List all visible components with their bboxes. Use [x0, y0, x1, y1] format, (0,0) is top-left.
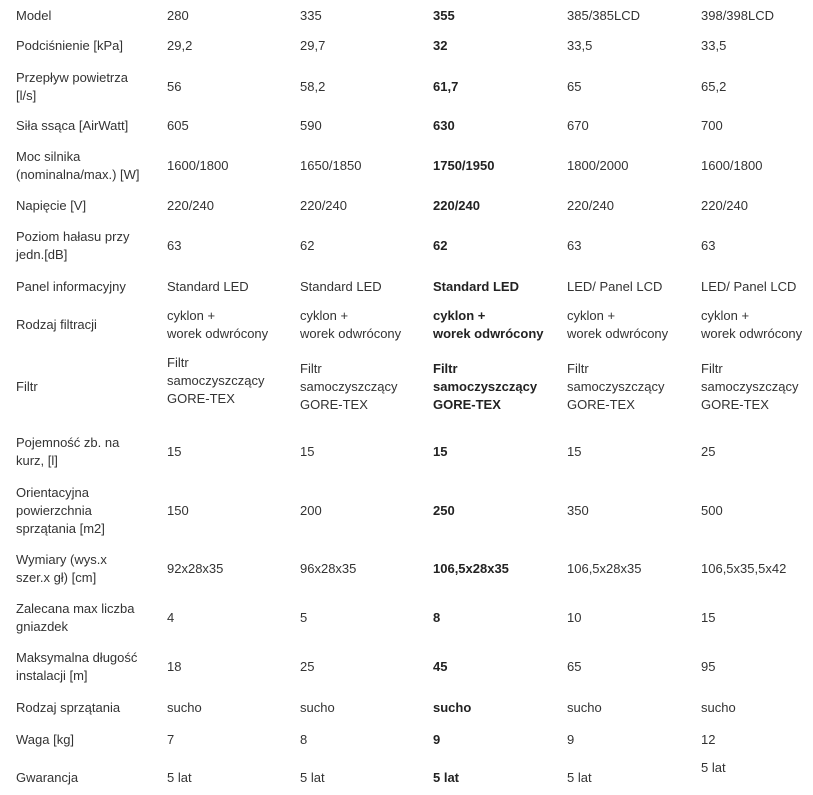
row-label: Filtr — [16, 379, 38, 394]
value-335: Standard LED — [300, 279, 382, 294]
value-335: 335 — [300, 8, 322, 23]
value-280: 150 — [167, 503, 189, 518]
value-385: LED/ Panel LCD — [567, 279, 663, 294]
value-385: Filtr samoczyszczący GORE-TEX — [567, 361, 665, 412]
value-335: 62 — [300, 238, 315, 253]
row-sockets — [0, 598, 813, 638]
value-398: 12 — [701, 732, 716, 747]
value-398: sucho — [701, 700, 736, 715]
value-335: 8 — [300, 732, 308, 747]
value-398: 15 — [701, 610, 716, 625]
row-airflow — [0, 67, 813, 107]
value-398: 63 — [701, 238, 716, 253]
row-airwatt — [0, 114, 813, 138]
value-398: 500 — [701, 503, 723, 518]
value-355: 15 — [433, 444, 448, 459]
value-385: 65 — [567, 659, 582, 674]
row-vacuum — [0, 34, 813, 58]
value-335: 25 — [300, 659, 315, 674]
row-label: Pojemność zb. na kurz, [l] — [16, 435, 120, 468]
value-385: sucho — [567, 700, 602, 715]
row-label: Gwarancja — [16, 770, 79, 785]
value-385: 65 — [567, 79, 582, 94]
value-398: 25 — [701, 444, 716, 459]
value-335: 96x28x35 — [300, 561, 357, 576]
row-noise — [0, 226, 813, 266]
row-label: Waga [kg] — [16, 732, 75, 747]
row-dust-capacity — [0, 432, 813, 472]
value-355: 1750/1950 — [433, 158, 495, 173]
value-398: 220/240 — [701, 198, 748, 213]
value-280: 63 — [167, 238, 182, 253]
row-cleaning-area — [0, 482, 813, 540]
row-label: Podciśnienie [kPa] — [16, 38, 123, 53]
value-335: Filtr samoczyszczący GORE-TEX — [300, 361, 398, 412]
value-385: 670 — [567, 118, 589, 133]
value-385: cyklon + worek odwrócony — [567, 308, 669, 341]
value-280: 220/240 — [167, 198, 214, 213]
value-280: 1600/1800 — [167, 158, 229, 173]
value-335: 29,7 — [300, 38, 326, 53]
row-label: Model — [16, 8, 52, 23]
value-385: 350 — [567, 503, 589, 518]
value-398: 1600/1800 — [701, 158, 763, 173]
value-335: sucho — [300, 700, 335, 715]
value-355: Standard LED — [433, 279, 519, 294]
row-voltage — [0, 194, 813, 218]
row-warranty — [0, 760, 813, 790]
row-label: Zalecana max liczba gniazdek — [16, 601, 135, 634]
value-398: 95 — [701, 659, 716, 674]
value-355: 62 — [433, 238, 448, 253]
row-label: Maksymalna długość instalacji [m] — [16, 650, 138, 683]
value-280: 4 — [167, 610, 175, 625]
value-280: 18 — [167, 659, 182, 674]
row-label: Siła ssąca [AirWatt] — [16, 118, 129, 133]
row-label: Moc silnika (nominalna/max.) [W] — [16, 149, 140, 182]
value-398: 398/398LCD — [701, 8, 774, 23]
value-355: 61,7 — [433, 79, 459, 94]
row-label: Orientacyjna powierzchnia sprzątania [m2] — [16, 485, 105, 536]
value-355: 32 — [433, 38, 448, 53]
row-filter — [0, 352, 813, 422]
row-label: Poziom hałasu przy jedn.[dB] — [16, 229, 130, 262]
value-335: 58,2 — [300, 79, 326, 94]
value-280: Standard LED — [167, 279, 249, 294]
value-355: 355 — [433, 8, 455, 23]
value-335: 200 — [300, 503, 322, 518]
value-280: 15 — [167, 444, 182, 459]
value-385: 106,5x28x35 — [567, 561, 642, 576]
value-355: 45 — [433, 659, 448, 674]
row-filtration — [0, 305, 813, 345]
row-label: Napięcie [V] — [16, 198, 87, 213]
value-385: 1800/2000 — [567, 158, 629, 173]
value-280: sucho — [167, 700, 202, 715]
row-motor-power — [0, 146, 813, 186]
value-280: 29,2 — [167, 38, 193, 53]
value-385: 9 — [567, 732, 575, 747]
value-280: cyklon + worek odwrócony — [167, 308, 269, 341]
value-335: cyklon + worek odwrócony — [300, 308, 402, 341]
value-398: 106,5x35,5x42 — [701, 561, 787, 576]
value-398: 65,2 — [701, 79, 727, 94]
row-label: Panel informacyjny — [16, 279, 126, 294]
value-355: 9 — [433, 732, 441, 747]
value-385: 63 — [567, 238, 582, 253]
value-335: 590 — [300, 118, 322, 133]
value-398: 700 — [701, 118, 723, 133]
value-280: 5 lat — [167, 770, 192, 785]
row-weight — [0, 728, 813, 752]
value-398: cyklon + worek odwrócony — [701, 308, 803, 341]
value-280: 56 — [167, 79, 182, 94]
value-385: 5 lat — [567, 770, 592, 785]
value-385: 15 — [567, 444, 582, 459]
value-355: 630 — [433, 118, 455, 133]
value-385: 220/240 — [567, 198, 614, 213]
row-cleaning-type — [0, 696, 813, 720]
row-model — [0, 4, 813, 28]
row-label: Wymiary (wys.x szer.x gł) [cm] — [16, 552, 107, 585]
value-398: Filtr samoczyszczący GORE-TEX — [701, 361, 799, 412]
row-panel — [0, 275, 813, 299]
value-385: 385/385LCD — [567, 8, 640, 23]
value-385: 33,5 — [567, 38, 593, 53]
value-355: 106,5x28x35 — [433, 561, 509, 576]
row-install-length — [0, 647, 813, 687]
value-280: Filtr samoczyszczący GORE-TEX — [167, 355, 265, 406]
value-335: 220/240 — [300, 198, 347, 213]
value-355: 8 — [433, 610, 441, 625]
value-355: cyklon + worek odwrócony — [433, 308, 544, 341]
value-355: 250 — [433, 503, 455, 518]
value-398: 5 lat — [701, 760, 726, 775]
value-280: 92x28x35 — [167, 561, 224, 576]
value-280: 605 — [167, 118, 189, 133]
row-label: Rodzaj filtracji — [16, 317, 97, 332]
value-355: Filtr samoczyszczący GORE-TEX — [433, 361, 538, 412]
value-280: 280 — [167, 8, 189, 23]
value-398: LED/ Panel LCD — [701, 279, 797, 294]
value-398: 33,5 — [701, 38, 727, 53]
row-label: Przepływ powietrza [l/s] — [16, 70, 128, 103]
value-385: 10 — [567, 610, 582, 625]
value-355: 5 lat — [433, 770, 460, 785]
value-355: sucho — [433, 700, 472, 715]
row-label: Rodzaj sprzątania — [16, 700, 121, 715]
value-335: 1650/1850 — [300, 158, 362, 173]
value-355: 220/240 — [433, 198, 480, 213]
value-335: 5 — [300, 610, 308, 625]
value-280: 7 — [167, 732, 175, 747]
row-dimensions — [0, 549, 813, 589]
value-335: 15 — [300, 444, 315, 459]
value-335: 5 lat — [300, 770, 325, 785]
